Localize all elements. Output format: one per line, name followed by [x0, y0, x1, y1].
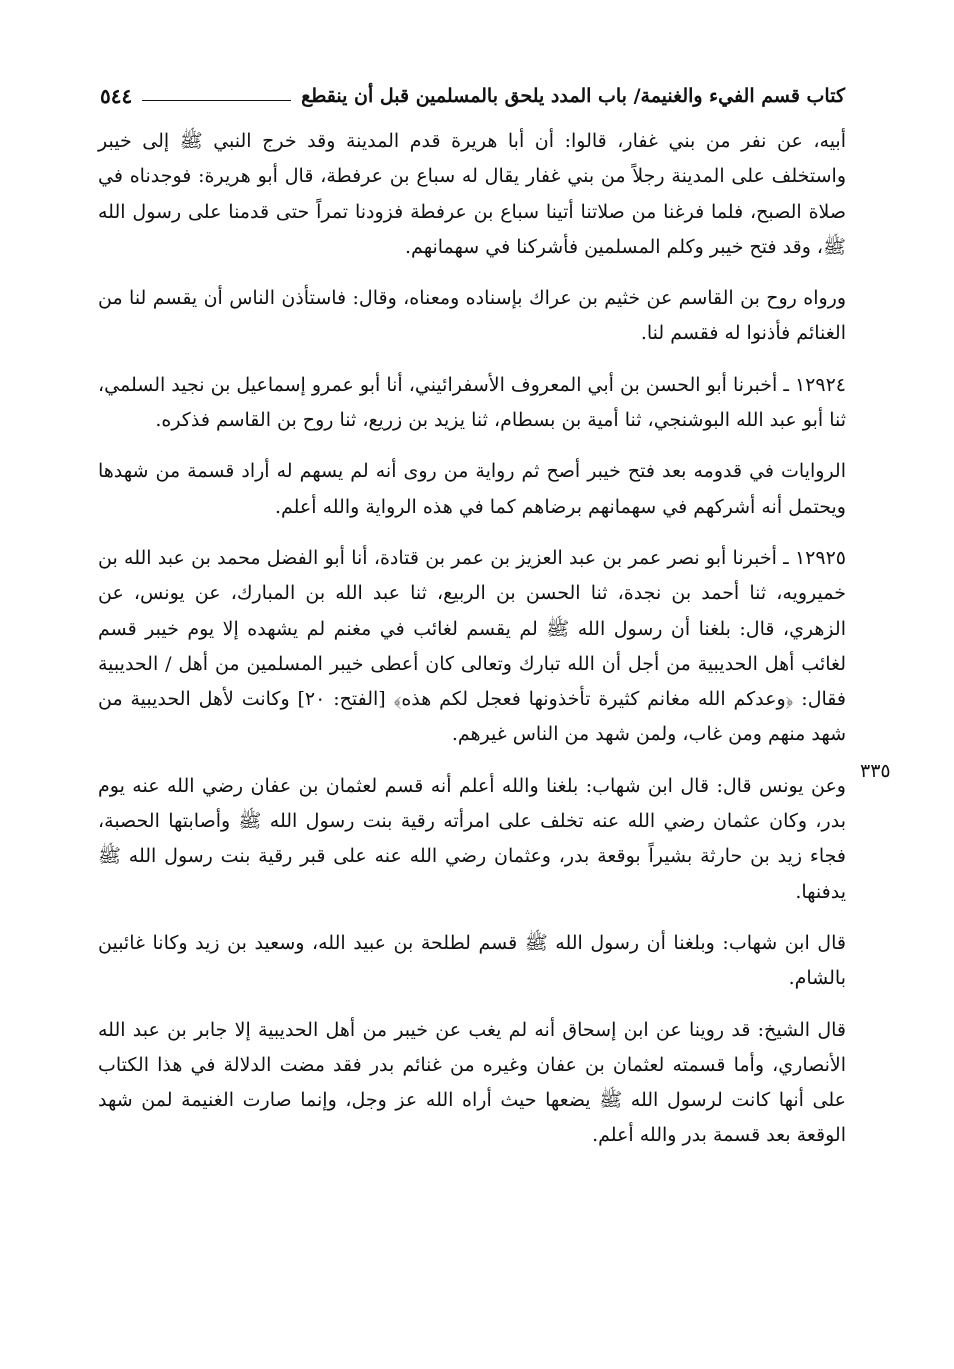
- running-header: [100, 76, 845, 116]
- paragraph-8: قال الشيخ: قد روينا عن ابن إسحاق أنه لم يغب عن خيبر من أهل الحديبية إلا جابر بن عبد الله الأنصاري، وأما قسمته لعثمان بن عفان وغيره من غنائم بدر فقد مضت الدلالة في هذا الكتاب على أنها كانت لرسول الله ﷺ يضعها حيث أراه الله عز وجل، وإنما صارت الغنيمة لمن شهد الوقعة بعد قسمة بدر والله أعلم.: [98, 1018, 846, 1147]
- paragraph-1: أبيه، عن نفر من بني غفار، قالوا: أن أبا هريرة قدم المدينة وقد خرج النبي ﷺ إلى خيبر واستخلف على المدينة رجلاً من بني غفار يقال له سباع بن عرفطة، قال أبو هريرة: فوجدناه في صلاة الصبح، فلما فرغنا من صلاتنا أتينا سباع بن عرفطة فزودنا تمراً حتى قدمنا على رسول الله ﷺ، وقد فتح خيبر وكلم المسلمين فأشركنا في سهمانهم.: [98, 130, 846, 258]
- paragraph-4: الروايات في قدومه بعد فتح خيبر أصح ثم رواية من روى أنه لم يسهم له أراد قسمة من شهدها ويحتمل أنه أشركهم في سهمانهم برضاهم كما في هذه الرواية والله أعلم.: [98, 460, 846, 518]
- paragraph-2: ورواه روح بن القاسم عن خثيم بن عراك بإسناده ومعناه، وقال: فاستأذن الناس أن يقسم لنا من الغنائم فأذنوا له فقسم لنا.: [98, 287, 846, 345]
- paragraph-5: ١٢٩٢٥ ـ أخبرنا أبو نصر عمر بن عبد العزيز بن عمر بن قتادة، أنا أبو الفضل محمد بن عبد الله بن خميرويه، ثنا أحمد بن نجدة، ثنا الحسن بن الربيع، ثنا عبد الله بن المبارك، عن يونس، عن الزهري، قال: بلغنا أن رسول الله ﷺ لم يقسم لغائب في مغنم لم يشهده إلا يوم خيبر قسم لغائب أهل الحديبية من أجل أن الله تبارك وتعالى كان أعطى خيبر المسلمين من أهل / الحديبية فقال: ﴿وعدكم الله مغانم كثيرة تأخذونها فعجل لكم هذه﴾ [الفتح: ٢٠] وكانت لأهل الحديبية من شهد منهم ومن غاب، ولمن شهد من الناس غيرهم.: [98, 546, 846, 746]
- header-title: كتاب قسم الفيء والغنيمة/ باب المدد يلحق بالمسلمين قبل أن ينقطع: [301, 85, 845, 107]
- paragraph-7: قال ابن شهاب: وبلغنا أن رسول الله ﷺ قسم لطلحة بن عبيد الله، وسعيد بن زيد وكانا غائبين بالشام.: [98, 931, 846, 990]
- paragraph-3: ١٢٩٢٤ ـ أخبرنا أبو الحسن بن أبي المعروف الأسفرائيني، أنا أبو عمرو إسماعيل بن نجيد السلمي، ثنا أبو عبد الله البوشنجي، ثنا أمية بن بسطام، ثنا يزيد بن زريع، ثنا روح بن القاسم فذكره.: [98, 373, 846, 432]
- page-body: [98, 124, 846, 1170]
- margin-page-marker: ٣٣٥: [860, 760, 891, 782]
- paragraph-6: وعن يونس قال: قال ابن شهاب: بلغنا والله أعلم أنه قسم لعثمان بن عفان رضي الله عنه يوم بدر، وكان عثمان رضي الله عنه تخلف على امرأته رقية بنت رسول الله ﷺ وأصابتها الحصبة، فجاء زيد بن حارثة بشيراً بوقعة بدر، وعثمان رضي الله عنه على قبر رقية بنت رسول الله ﷺ يدفنها.: [98, 774, 846, 903]
- header-rule: [142, 100, 291, 101]
- page-number: ٥٤٤: [100, 84, 133, 108]
